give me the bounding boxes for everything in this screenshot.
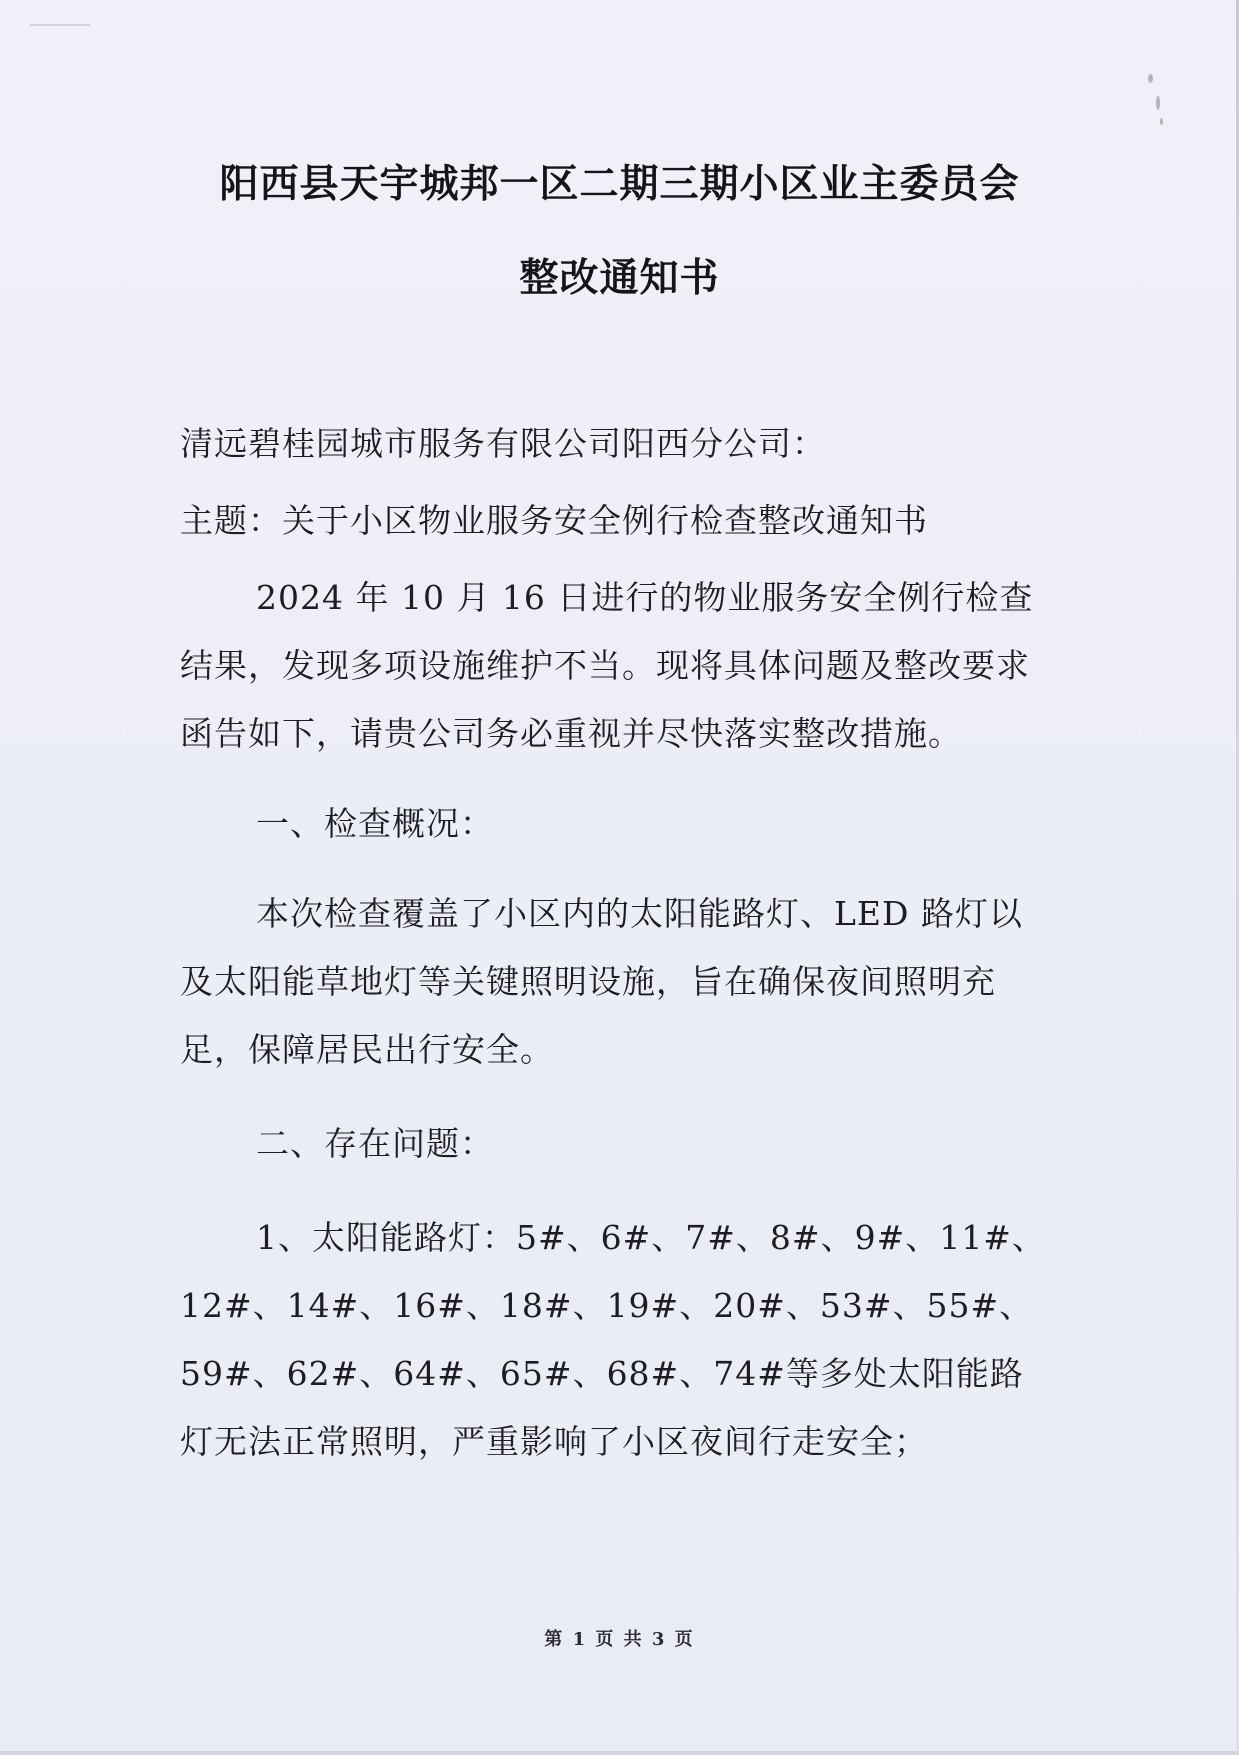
scan-speck	[1160, 118, 1163, 125]
document-title-line-2: 整改通知书	[519, 255, 720, 301]
intro-paragraph: 2024 年 10 月 16 日进行的物业服务安全例行检查结果，发现多项设施维护不当。现将具体问题及整改要求函告如下，请贵公司务必重视并尽快落实整改措施。	[180, 578, 1034, 753]
section-2-heading: 二、存在问题：	[256, 1124, 494, 1163]
scan-speck	[1156, 96, 1160, 110]
recipient-line: 清远碧桂园城市服务有限公司阳西分公司：	[180, 424, 826, 463]
issue-1-paragraph: 1、太阳能路灯：5#、6#、7#、8#、9#、11#、12#、14#、16#、18#、19#、20#、53#、55#、59#、62#、64#、65#、68#、74#等多处太阳能路灯无法正常照明，严重影响了小区夜间行走安全；	[180, 1218, 1046, 1461]
scan-edge	[0, 1751, 1239, 1755]
document-body	[180, 410, 1048, 1476]
page-number: 第 1 页 共 3 页	[544, 1629, 695, 1650]
section-1-heading: 一、检查概况：	[256, 804, 494, 843]
scan-speck	[30, 24, 90, 26]
scan-speck	[1148, 74, 1153, 83]
subject-line: 主题：关于小区物业服务安全例行检查整改通知书	[180, 501, 928, 540]
section-1-paragraph: 本次检查覆盖了小区内的太阳能路灯、LED 路灯以及太阳能草地灯等关键照明设施，旨在确保夜间照明充足，保障居民出行安全。	[180, 894, 1023, 1069]
document-title-line-1: 阳西县天宇城邦一区二期三期小区业主委员会	[219, 161, 1020, 207]
